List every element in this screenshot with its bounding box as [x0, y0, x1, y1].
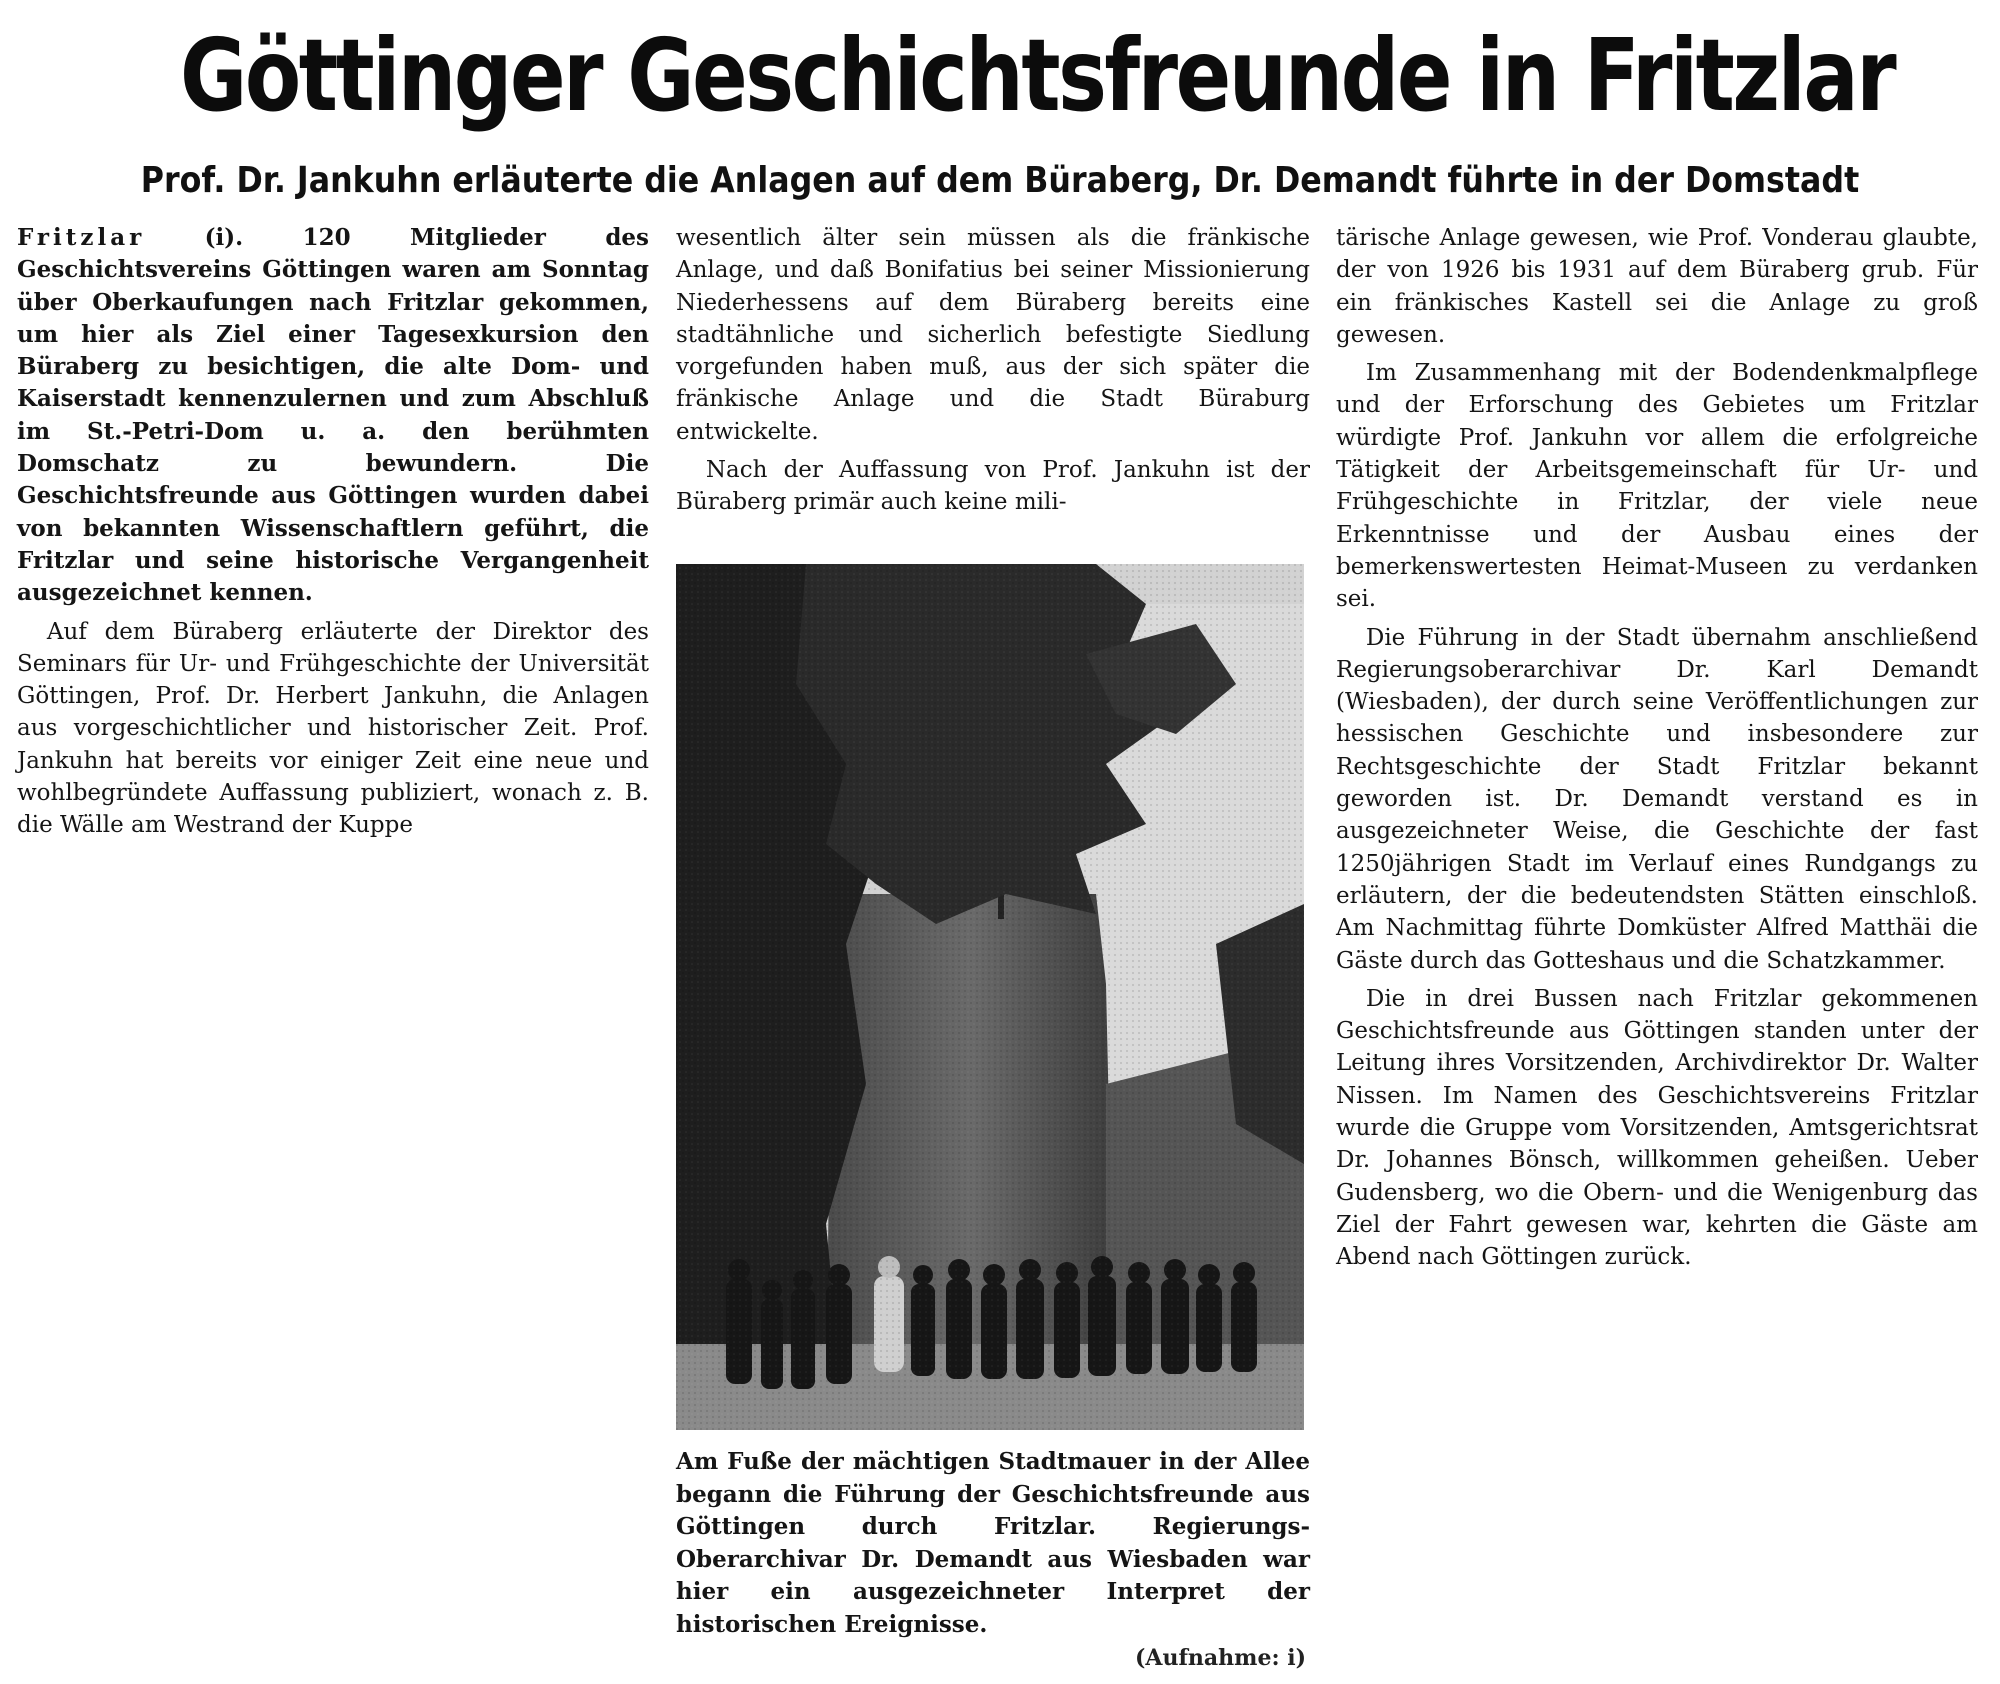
subheadline: Prof. Dr. Jankuhn erläuterte die Anlagen auf dem Büraberg, Dr. Demandt führte in der Domstadt [140, 160, 1860, 201]
column-1 [17, 222, 649, 848]
column-3-paragraph-2: Im Zusammenhang mit der Bodendenkmalpflege und der Erforschung des Gebietes um Fritzlar würdigte Prof. Jankuhn vor allem die erfolgreiche Tätigkeit der Arbeitsgemeinschaft für Ur- und Frühgeschichte in Fritzlar, der viele neue Erkenntnisse und der Ausbau eines der bemerkenswertesten Heimat-Museen zu verdanken sei. [1336, 360, 1978, 613]
photo-city-wall-tower [676, 564, 1304, 1430]
column-2 [676, 222, 1310, 525]
photo-illustration [676, 564, 1304, 1430]
photo-caption: Am Fuße der mächtigen Stadtmauer in der Allee begann die Führung der Geschichtsfreunde aus Göttingen durch Fritzlar. Regierungs-Oberarchivar Dr. Demandt aus Wiesbaden war hier ein ausgezeichneter Interpret der historischen Ereignisse. [676, 1448, 1310, 1638]
column-3-paragraph-1: tärische Anlage gewesen, wie Prof. Vonderau glaubte, der von 1926 bis 1931 auf dem Büraberg grub. Für ein fränkisches Kastell sei die Anlage zu groß gewesen. [1336, 225, 1978, 348]
lead-paragraph [17, 222, 649, 610]
headline: Göttinger Geschichtsfreunde in Fritzlar [180, 17, 1895, 134]
column-1-paragraph-2: Auf dem Büraberg erläuterte der Direktor des Seminars für Ur- und Frühgeschichte der Universität Göttingen, Prof. Dr. Herbert Jankuhn, die Anlagen aus vorgeschichtlicher und historischer Zeit. Prof. Jankuhn hat bereits vor einiger Zeit eine neue und wohlbegründete Auffassung publiziert, wonach z. B. die Wälle am Westrand der Kuppe [17, 618, 649, 839]
column-2-paragraph-2: Nach der Auffassung von Prof. Jankuhn ist der Büraberg primär auch keine mili- [676, 457, 1310, 516]
photo-credit: (Aufnahme: i) [1134, 1645, 1306, 1671]
lead-text: (i). 120 Mitglieder des Geschichtsvereins Göttingen waren am Sonntag über Oberkaufungen nach Fritzlar gekommen, um hier als Ziel einer Tagesexkursion den Büraberg zu besichtigen, die alte Dom- und Kaiserstadt kennenzulernen und zum Abschluß im St.-Petri-Dom u. a. den berühmten Domschatz zu bewundern. Die Geschichtsfreunde aus Göttingen wurden dabei von bekannten Wissenschaftlern geführt, die Fritzlar und seine historische Vergangenheit ausgezeichnet kennen. [17, 224, 649, 607]
dateline: Fritzlar [17, 224, 146, 251]
column-2-paragraph-1: wesentlich älter sein müssen als die fränkische Anlage, und daß Bonifatius bei seiner Missionierung Niederhessens auf dem Büraberg bereits eine stadtähnliche und sicherlich befestigte Siedlung vorgefunden haben muß, aus der sich später die fränkische Anlage und die Stadt Büraburg entwickelte. [676, 225, 1310, 445]
column-3-paragraph-3: Die Führung in der Stadt übernahm anschließend Regierungsoberarchivar Dr. Karl Demandt (Wiesbaden), der durch seine Veröffentlichungen zur hessischen Geschichte und insbesondere zur Rechtsgeschichte der Stadt Fritzlar bekannt geworden ist. Dr. Demandt verstand es in ausgezeichneter Weise, die Geschichte der fast 1250jährigen Stadt im Verlauf eines Rundgangs zu erläutern, der die bedeutendsten Stätten einschloß. Am Nachmittag führte Domküster Alfred Matthäi die Gäste durch das Gotteshaus und die Schatzkammer. [1336, 624, 1978, 974]
column-3-paragraph-4: Die in drei Bussen nach Fritzlar gekommenen Geschichtsfreunde aus Göttingen standen unter der Leitung ihres Vorsitzenden, Archivdirektor Dr. Walter Nissen. Im Namen des Geschichtsvereins Fritzlar wurde die Gruppe vom Vorsitzenden, Amtsgerichtsrat Dr. Johannes Bönsch, willkommen geheißen. Ueber Gudensberg, wo die Obern- und die Wenigenburg das Ziel der Fahrt gewesen war, kehrten die Gäste am Abend nach Göttingen zurück. [1336, 985, 1978, 1271]
column-3 [1336, 222, 1978, 1280]
